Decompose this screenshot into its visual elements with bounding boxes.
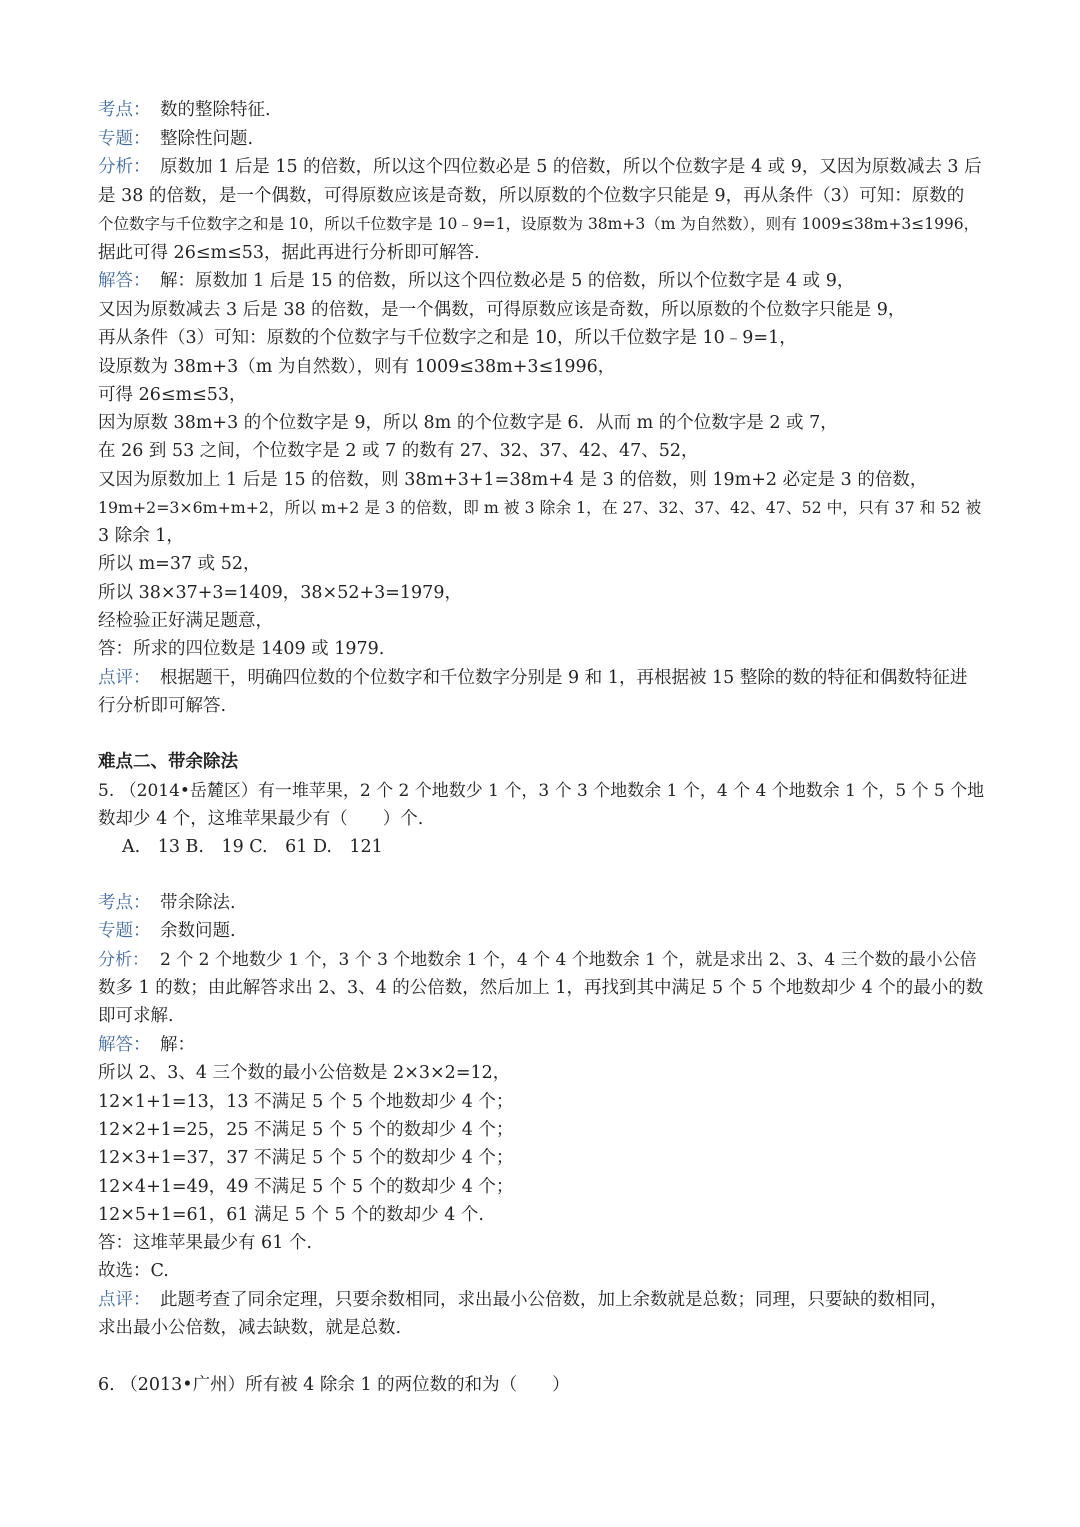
- zhuanti-label: 专题：: [98, 921, 151, 941]
- question-5-options: A. 13 B. 19 C. 61 D. 121: [122, 837, 383, 857]
- dianping-line: [98, 664, 967, 692]
- kaodian-text: 带余除法.: [160, 893, 236, 913]
- jieda-line: 故选：C.: [98, 1261, 169, 1281]
- fenxi-line: 是 38 的倍数，是一个偶数，可得原数应该是奇数，所以原数的个位数字只能是 9，再从条件（3）可知：原数的: [98, 186, 965, 206]
- section-heading: 难点二、带余除法: [98, 752, 238, 772]
- jieda-line: 3 除余 1，: [98, 526, 184, 546]
- fenxi-line: 据此可得 26≤m≤53，据此再进行分析即可解答.: [98, 243, 480, 263]
- jieda-text: 解：原数加 1 后是 15 的倍数，所以这个四位数必是 5 的倍数，所以个位数字是 4 或 9，: [160, 271, 855, 291]
- fenxi-text: 2 个 2 个地数少 1 个，3 个 3 个地数余 1 个，4 个 4 个地数余 1 个，就是求出 2、3、4 三个数的最小公倍: [160, 950, 977, 970]
- kaodian-label: 考点：: [98, 100, 151, 120]
- question-6-stem: 6. （2013•广州）所有被 4 除余 1 的两位数的和为（ ）: [98, 1375, 570, 1395]
- kaodian-label: 考点：: [98, 893, 151, 913]
- dianping-text: 此题考查了同余定理，只要余数相同，求出最小公倍数，加上余数就是总数；同理，只要缺的数相同，: [160, 1290, 948, 1310]
- jieda-line: 因为原数 38m+3 的个位数字是 9，所以 8m 的个位数字是 6．从而 m 的个位数字是 2 或 7，: [98, 413, 838, 433]
- fenxi-label: 分析：: [98, 950, 149, 970]
- jieda-line: 又因为原数减去 3 后是 38 的倍数，是一个偶数，可得原数应该是奇数，所以原数的个位数字只能是 9，: [98, 300, 906, 320]
- dianping-line: 行分析即可解答.: [98, 696, 227, 716]
- jieda-line: 12×4+1=49，49 不满足 5 个 5 个的数却少 4 个；: [98, 1177, 514, 1197]
- question-5-stem: 5. （2014•岳麓区）有一堆苹果，2 个 2 个地数少 1 个，3 个 3 个地数余 1 个，4 个 4 个地数余 1 个，5 个 5 个地: [98, 781, 985, 801]
- jieda-label: 解答：: [98, 1035, 151, 1055]
- jieda-line: [98, 1031, 195, 1059]
- jieda-line: 12×2+1=25，25 不满足 5 个 5 个的数却少 4 个；: [98, 1120, 514, 1140]
- fenxi-label: 分析：: [98, 157, 151, 177]
- jieda-line: 12×5+1=61，61 满足 5 个 5 个的数却少 4 个.: [98, 1205, 484, 1225]
- fenxi-line: [98, 153, 982, 181]
- zhuanti-text: 整除性问题.: [160, 129, 254, 149]
- jieda-line: [98, 267, 854, 295]
- jieda-line: 答：所求的四位数是 1409 或 1979.: [98, 639, 385, 659]
- dianping-line: [98, 1286, 948, 1314]
- jieda-line: 所以 38×37+3=1409，38×52+3=1979，: [98, 583, 462, 603]
- fenxi-line: 个位数字与千位数字之和是 10，所以千位数字是 10﹣9=1，设原数为 38m+3（m 为自然数），则有 1009≤38m+3≤1996，: [98, 215, 980, 233]
- jieda-label: 解答：: [98, 271, 151, 291]
- zhuanti-label: 专题：: [98, 129, 151, 149]
- zhuanti-line: [98, 125, 253, 153]
- jieda-line: 所以 m=37 或 52，: [98, 554, 261, 574]
- question-5-stem: 数却少 4 个，这堆苹果最少有（ ）个.: [98, 809, 424, 829]
- jieda-line: 又因为原数加上 1 后是 15 的倍数，则 38m+3+1=38m+4 是 3 的倍数，则 19m+2 必定是 3 的倍数，: [98, 470, 928, 490]
- fenxi-text: 原数加 1 后是 15 的倍数，所以这个四位数必是 5 的倍数，所以个位数字是 4 或 9，又因为原数减去 3 后: [160, 157, 982, 177]
- jieda-line: 答：这堆苹果最少有 61 个.: [98, 1233, 312, 1253]
- kaodian-text: 数的整除特征.: [160, 100, 271, 120]
- jieda-line: 再从条件（3）可知：原数的个位数字与千位数字之和是 10，所以千位数字是 10﹣9=1，: [98, 328, 797, 348]
- jieda-line: 19m+2=3×6m+m+2，所以 m+2 是 3 的倍数，即 m 被 3 除余 1，在 27、32、37、42、47、52 中，只有 37 和 52 被: [98, 498, 982, 517]
- dianping-line: 求出最小公倍数，减去缺数，就是总数.: [98, 1318, 402, 1338]
- dianping-label: 点评：: [98, 1290, 151, 1310]
- dianping-text: 根据题干，明确四位数的个位数字和千位数字分别是 9 和 1，再根据被 15 整除的数的特征和偶数特征进: [160, 668, 968, 688]
- zhuanti-text: 余数问题.: [160, 921, 236, 941]
- kaodian-line: [98, 96, 271, 124]
- jieda-line: 所以 2、3、4 三个数的最小公倍数是 2×3×2=12，: [98, 1063, 511, 1083]
- jieda-line: 12×1+1=13，13 不满足 5 个 5 个地数却少 4 个；: [98, 1092, 514, 1112]
- fenxi-line: 即可求解.: [98, 1006, 174, 1026]
- jieda-text: 解：: [160, 1035, 195, 1055]
- fenxi-line: 数多 1 的数；由此解答求出 2、3、4 的公倍数，然后加上 1，再找到其中满足 5 个 5 个地数却少 4 个的最小的数: [98, 978, 984, 998]
- kaodian-line: [98, 889, 236, 917]
- jieda-line: 12×3+1=37，37 不满足 5 个 5 个的数却少 4 个；: [98, 1148, 514, 1168]
- jieda-line: 在 26 到 53 之间，个位数字是 2 或 7 的数有 27、32、37、42、47、52，: [98, 441, 699, 461]
- fenxi-line: [98, 946, 977, 974]
- jieda-line: 经检验正好满足题意，: [98, 611, 273, 631]
- zhuanti-line: [98, 917, 236, 945]
- jieda-line: 可得 26≤m≤53，: [98, 385, 247, 405]
- jieda-line: 设原数为 38m+3（m 为自然数），则有 1009≤38m+3≤1996，: [98, 357, 616, 377]
- dianping-label: 点评：: [98, 668, 151, 688]
